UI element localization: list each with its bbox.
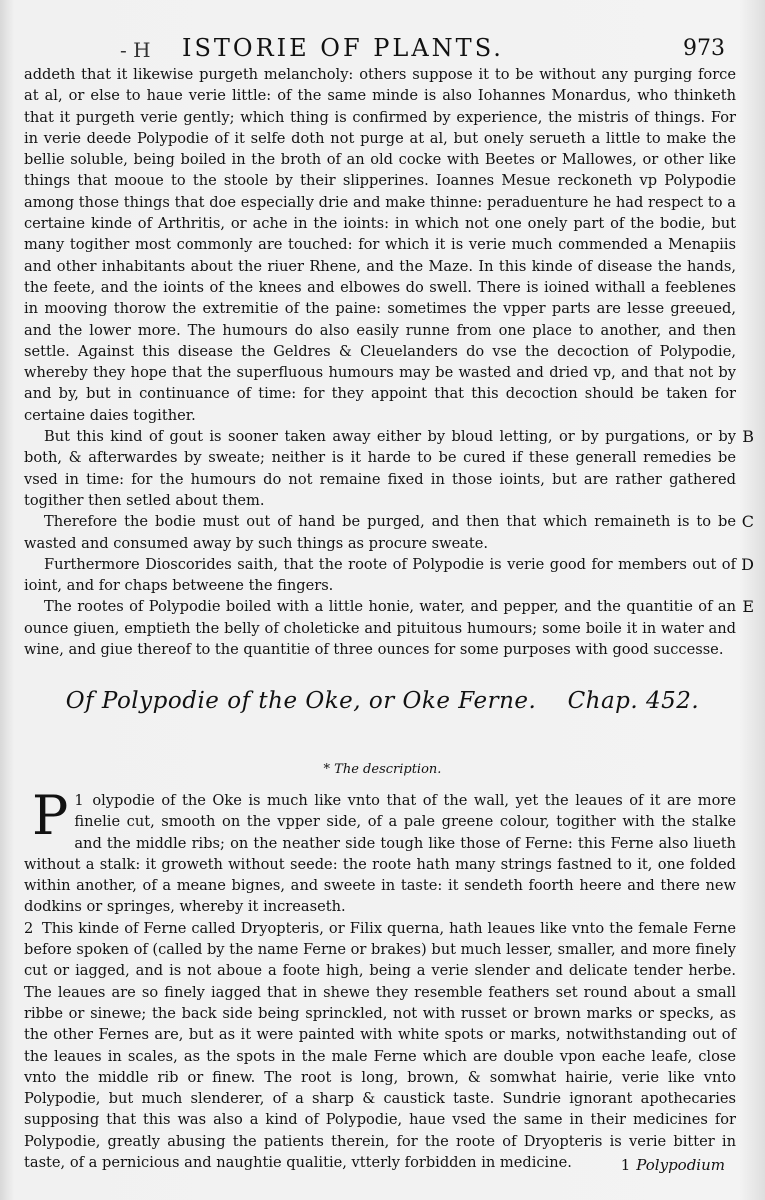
item-2-text: This kinde of Ferne called Dryopteris, or Filix querna, hath leaues like vnto the female Ferne before spoken of (called by the name Ferne or brakes) but much lesser, smaller, and more finely cut or iagged, and is not aboue a foote high, being a verie slender and delicate tender herbe. The leaues are so finely iagged that in shewe they resemble feathers set round about a small ribbe or sinewe; the back side being sprinckled, not with russet or brown marks or specks, as the other Fernes are, but as it were painted with white spots or marks, notwithstanding out of the leaues in scales, as the spots in the male Ferne which are double vpon eache leafe, close vnto the middle rib or finew. The root is long, brown, & somwhat hairie, verie like vnto Polypodie, but much slenderer, of a sharp & caustick taste. Sundrie ignorant apothecaries supposing that this was also a kind of Polypodie, haue vsed the same in their medicines for Polypodie, greatly abusing the patients therein, for the roote of Dryopteris is verie bitter in taste, of a pernicious and naughtie qualitie, vtterly forbidden in medicine. [24, 919, 736, 1172]
paragraph-c-text: Therefore the bodie must out of hand be purged, and then that which remaineth is to be wasted and consumed away by such things as procure sweate. [24, 513, 736, 552]
chapter-heading [0, 688, 765, 714]
margin-letter-b: B [742, 427, 754, 447]
item-number-2: 2 [24, 919, 34, 937]
running-title: ISTORIE OF PLANTS. [182, 34, 504, 62]
paragraph-d [24, 554, 754, 597]
chapter-number: Chap. 452. [567, 688, 700, 714]
running-head [120, 34, 725, 62]
margin-letter-d: D [741, 554, 754, 574]
paragraph-e [24, 596, 754, 660]
section-two [24, 784, 736, 1173]
paragraph-c [24, 511, 754, 554]
paragraph-b [24, 426, 754, 511]
item-number-1: 1 [74, 792, 84, 809]
item-1-text: olypodie of the Oke is much like vnto that of the wall, yet the leaues of it are more finelie cut, smooth on the vpper side, of a pale greene colour, togither with the stalke and the middle ribs; on the neather side tough like those of Ferne: this Ferne also liueth without a stalk: it groweth without seede: the roote hath many strings fastned to it, one folded within another, of a meane bignes, and sweete in taste: it sendeth foorth heere and there new dodkins or springes, whereby it increaseth. [24, 792, 736, 916]
description-item-1 [24, 784, 736, 918]
margin-letter-c: C [741, 512, 754, 532]
description-heading: * The description. [323, 762, 442, 777]
drop-capital: P [32, 784, 69, 847]
margin-letter-e: E [742, 597, 754, 617]
paragraph-b-text: But this kind of gout is sooner taken away either by bloud letting, or by purgations, or by both, & afterwardes by sweate; neither is it harde to be cured if these generall remedies be vsed in time: for the humours do not remaine fixed in those ioints, but are rather gathered togither then setled about them. [24, 428, 736, 509]
paragraph-e-text: The rootes of Polypodie boiled with a little honie, water, and pepper, and the quantitie of an ounce giuen, emptieth the belly of choleticke and pituitous humours; some boile it in water and wine, and giue thereof to the quantitie of three ounces for some purposes with good successe. [24, 598, 736, 659]
page-number: 973 [683, 36, 725, 61]
header-ornament: - H [120, 38, 151, 62]
section-one [24, 64, 754, 660]
paragraph-1 [24, 64, 736, 426]
paragraph-d-text: Furthermore Dioscorides saith, that the roote of Polypodie is verie good for members out of ioint, and for chaps betweene the fingers. [24, 555, 736, 595]
catchword-number: 1 [620, 1156, 631, 1174]
paragraph-1-text: addeth that it likewise purgeth melancholy: others suppose it to be without any purging force at al, or else to haue verie little: of the same minde is also Iohannes Monardus, who thinketh that it purgeth verie gently; which thing is confirmed by experience, the mistris of things. For in verie deede Polypodie of it selfe doth not purge at al, but onely serueth a little to make the bellie soluble, being boiled in the broth of an old cocke with Beetes or Mallowes, or other like things that mooue to the stoole by their slipperines. Ioannes Mesue reckoneth vp Polypodie among those things that doe especially drie and make thinne: peraduenture he had respect to a certaine kinde of Arthritis, or ache in the ioints: in which not one onely part of the bodie, but many togither most commonly are touched: for which it is verie much commended a Menapiis and other inhabitants about the riuer Rhene, and the Maze. In this kinde of disease the hands, the feete, and the ioints of the knees and elbowes do swell. There is ioined withall a feeblenes in mooving thorow the extremitie of the paine: sometimes the vpper parts are lesse greeued, and the lower more. The humours do also easily runne from one place to another, and then settle. Against this disease the Geldres & Cleuelanders do vse the decoction of Polypodie, whereby they hope that the superfluous humours may be wasted and dried vp, and that not by and by, but in continuance of time: for they appoint that this decoction should be taken for certaine daies togither. [24, 66, 736, 424]
chapter-title: Of Polypodie of the Oke, or Oke Ferne. [65, 688, 537, 714]
catchword [621, 1156, 725, 1174]
description-item-2 [24, 918, 736, 1174]
catchword-text: Polypodium [636, 1156, 725, 1174]
